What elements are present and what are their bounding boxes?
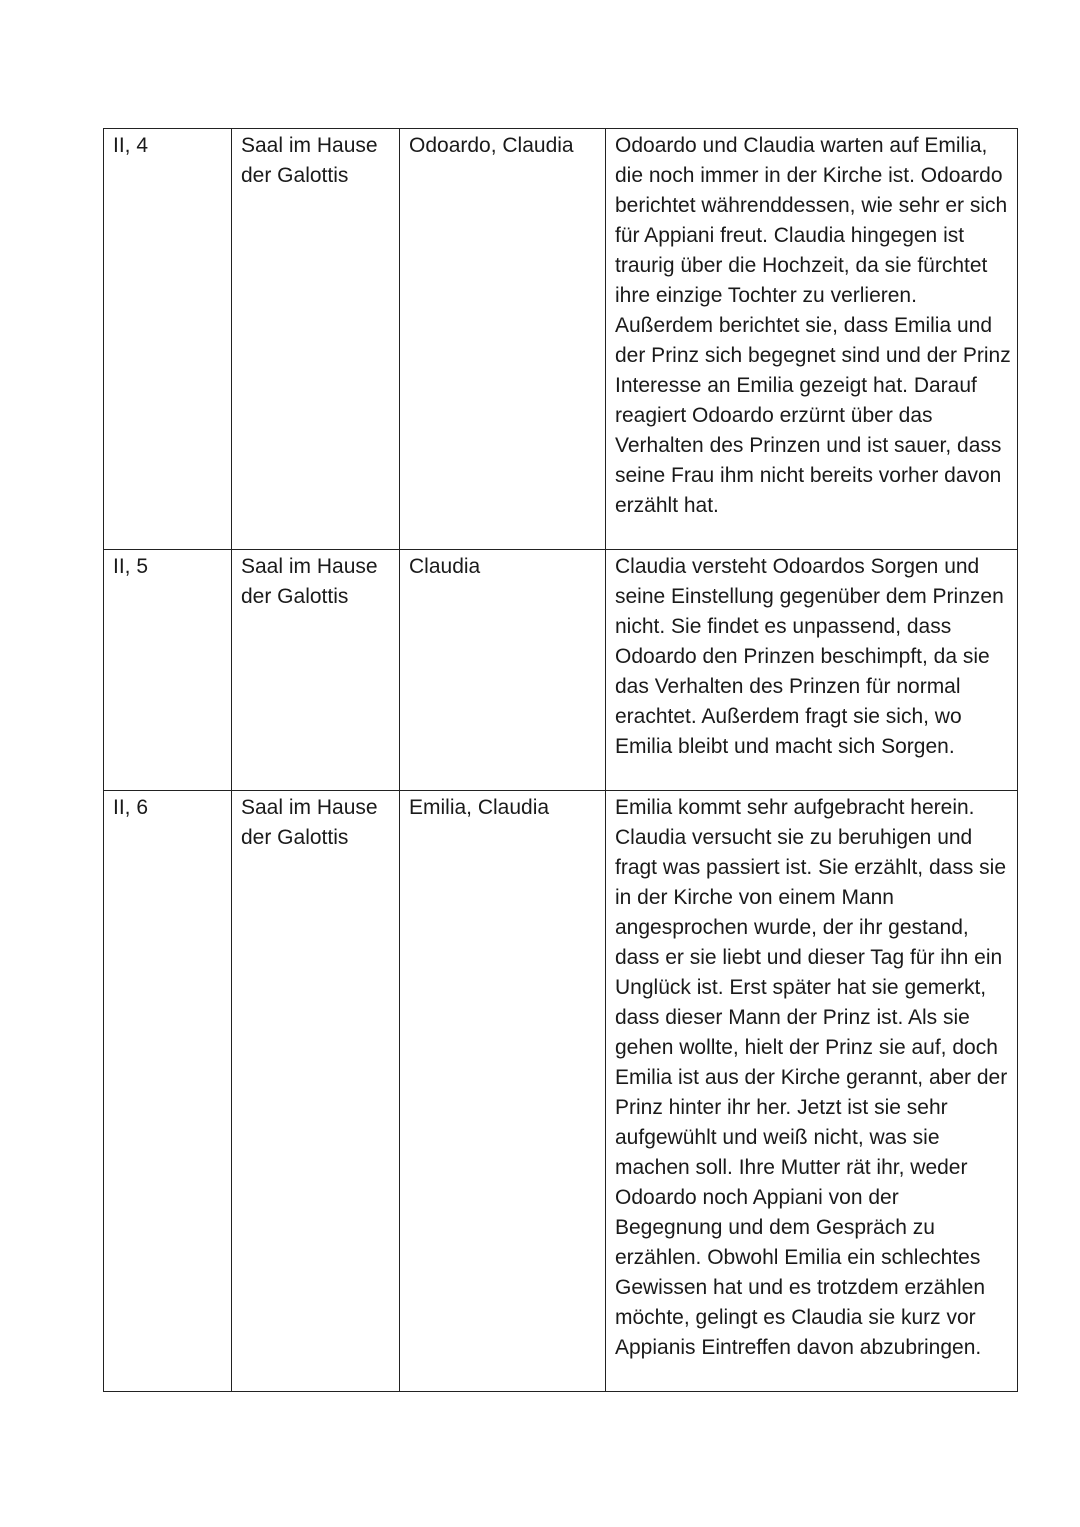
summary-cell: Claudia versteht Odoardos Sorgen und seine Einstellung gegenüber dem Prinzen nicht. Sie findet es unpassend, dass Odoardo den Prinzen beschimpft, da sie das Verhalten des Prinzen für normal erachtet. Außerdem fragt sie sich, wo Emilia bleibt und macht sich Sorgen. (606, 550, 1018, 791)
characters-cell: Claudia (400, 550, 606, 791)
location-line: der Galottis (241, 826, 349, 849)
table-row (104, 550, 1018, 791)
scene-summary-table (103, 128, 1018, 1392)
location-line: der Galottis (241, 585, 349, 608)
scene-number-cell: II, 4 (104, 129, 232, 550)
characters-cell: Odoardo, Claudia (400, 129, 606, 550)
location-line: der Galottis (241, 164, 349, 187)
summary-cell: Odoardo und Claudia warten auf Emilia, die noch immer in der Kirche ist. Odoardo berichtet währenddessen, wie sehr er sich für Appiani freut. Claudia hingegen ist traurig über die Hochzeit, da sie fürchtet ihre einzige Tochter zu verlieren. Außerdem berichtet sie, dass Emilia und der Prinz sich begegnet sind und der Prinz Interesse an Emilia gezeigt hat. Darauf reagiert Odoardo erzürnt über das Verhalten des Prinzen und ist sauer, dass seine Frau ihm nicht bereits vorher davon erzählt hat. (606, 129, 1018, 550)
location-cell (232, 129, 400, 550)
table-row (104, 129, 1018, 550)
location-line: Saal im Hause (241, 555, 378, 578)
location-line: Saal im Hause (241, 796, 378, 819)
scene-number-cell: II, 6 (104, 791, 232, 1392)
table-row (104, 791, 1018, 1392)
location-cell (232, 791, 400, 1392)
summary-cell: Emilia kommt sehr aufgebracht herein. Claudia versucht sie zu beruhigen und fragt was passiert ist. Sie erzählt, dass sie in der Kirche von einem Mann angesprochen wurde, der ihr gestand, dass er sie liebt und dieser Tag für ihn ein Unglück ist. Erst später hat sie gemerkt, dass dieser Mann der Prinz ist. Als sie gehen wollte, hielt der Prinz sie auf, doch Emilia ist aus der Kirche gerannt, aber der Prinz hinter ihr her. Jetzt ist sie sehr aufgewühlt und weiß nicht, was sie machen soll. Ihre Mutter rät ihr, weder Odoardo noch Appiani von der Begegnung und dem Gespräch zu erzählen. Obwohl Emilia ein schlechtes Gewissen hat und es trotzdem erzählen möchte, gelingt es Claudia sie kurz vor Appianis Eintreffen davon abzubringen. (606, 791, 1018, 1392)
location-line: Saal im Hause (241, 134, 378, 157)
scene-number-cell: II, 5 (104, 550, 232, 791)
location-cell (232, 550, 400, 791)
characters-cell: Emilia, Claudia (400, 791, 606, 1392)
